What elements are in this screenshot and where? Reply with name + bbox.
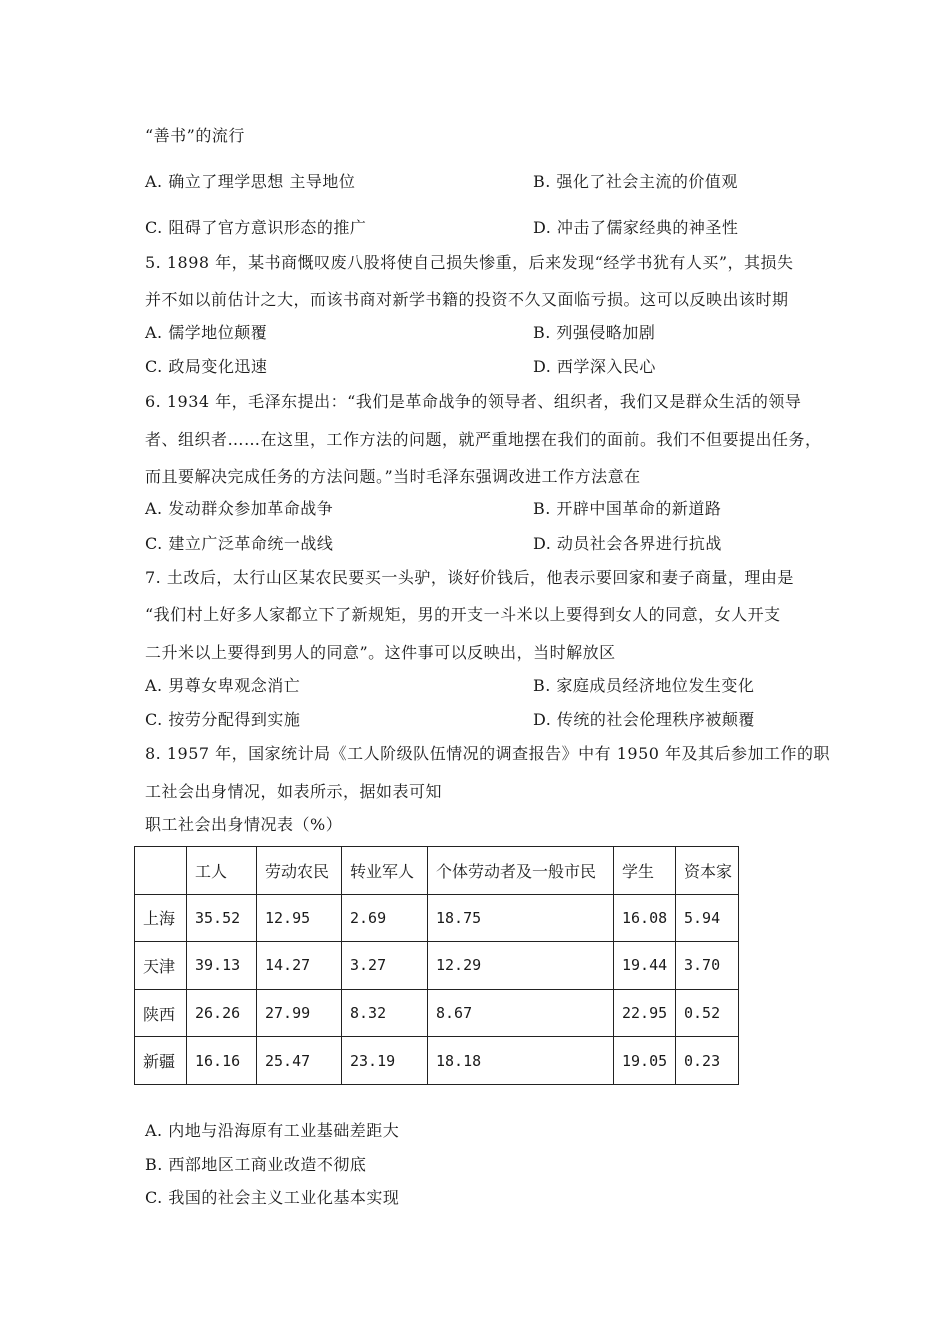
table-header-cell: 资本家 — [676, 847, 739, 895]
q4-option-d[interactable]: D. 冲击了儒家经典的神圣性 — [533, 218, 739, 237]
q8-stem-line-1: 8. 1957 年，国家统计局《工人阶级队伍情况的调查报告》中有 1950 年及其后参加工作的职 — [145, 744, 831, 763]
q7-option-b[interactable]: B. 家庭成员经济地位发生变化 — [533, 676, 755, 695]
table-cell: 39.13 — [187, 942, 257, 990]
table-row — [135, 989, 739, 1037]
table-cell: 3.70 — [676, 942, 739, 990]
table-row — [135, 1037, 739, 1085]
table-cell: 2.69 — [342, 894, 428, 942]
table-cell: 5.94 — [676, 894, 739, 942]
q7-stem-line-3: 二升米以上要得到男人的同意”。这件事可以反映出，当时解放区 — [145, 643, 616, 662]
q8-table-title: 职工社会出身情况表（%） — [145, 815, 343, 834]
q6-stem-line-1: 6. 1934 年，毛泽东提出：“我们是革命战争的领导者、组织者，我们又是群众生活的领导 — [145, 392, 802, 411]
table-cell: 35.52 — [187, 894, 257, 942]
table-header-cell: 学生 — [614, 847, 676, 895]
q5-option-d[interactable]: D. 西学深入民心 — [533, 357, 656, 376]
table-row-label: 陕西 — [135, 989, 187, 1037]
q4-option-b[interactable]: B. 强化了社会主流的价值观 — [533, 172, 738, 191]
table-row — [135, 894, 739, 942]
q5-option-a[interactable]: A. 儒学地位颠覆 — [145, 323, 268, 342]
q8-stem-line-2: 工社会出身情况，如表所示，据如表可知 — [145, 782, 443, 801]
q6-option-a[interactable]: A. 发动群众参加革命战争 — [145, 499, 334, 518]
table-row-label: 天津 — [135, 942, 187, 990]
q8-option-c[interactable]: C. 我国的社会主义工业化基本实现 — [145, 1188, 400, 1207]
table-cell: 16.08 — [614, 894, 676, 942]
q7-option-a[interactable]: A. 男尊女卑观念消亡 — [145, 676, 301, 695]
q6-option-b[interactable]: B. 开辟中国革命的新道路 — [533, 499, 722, 518]
table-row-label: 上海 — [135, 894, 187, 942]
table-cell: 12.29 — [428, 942, 614, 990]
table-cell: 14.27 — [257, 942, 342, 990]
table-cell: 19.05 — [614, 1037, 676, 1085]
table-header-cell: 个体劳动者及一般市民 — [428, 847, 614, 895]
q4-option-a[interactable]: A. 确立了理学思想 主导地位 — [145, 172, 356, 191]
q4-stem-tail: “善书”的流行 — [145, 126, 245, 145]
table-header-row — [135, 847, 739, 895]
table-cell: 0.23 — [676, 1037, 739, 1085]
q5-stem-line-1: 5. 1898 年，某书商慨叹废八股将使自己损失惨重，后来发现“经学书犹有人买”，其损失 — [145, 253, 794, 272]
table-cell: 18.18 — [428, 1037, 614, 1085]
table-cell: 0.52 — [676, 989, 739, 1037]
table-row-label: 新疆 — [135, 1037, 187, 1085]
table-cell: 26.26 — [187, 989, 257, 1037]
table-cell: 25.47 — [257, 1037, 342, 1085]
table-cell: 16.16 — [187, 1037, 257, 1085]
q5-stem-line-2: 并不如以前估计之大，而该书商对新学书籍的投资不久又面临亏损。这可以反映出该时期 — [145, 290, 789, 309]
q6-stem-line-2: 者、组织者……在这里，工作方法的问题，就严重地摆在我们的面前。我们不但要提出任务， — [145, 430, 822, 449]
table-cell: 12.95 — [257, 894, 342, 942]
table-row — [135, 942, 739, 990]
q7-option-d[interactable]: D. 传统的社会伦理秩序被颠覆 — [533, 710, 755, 729]
table-cell: 3.27 — [342, 942, 428, 990]
table-cell: 27.99 — [257, 989, 342, 1037]
survey-table — [134, 846, 739, 1085]
table-cell: 19.44 — [614, 942, 676, 990]
q7-stem-line-2: “我们村上好多人家都立下了新规矩，男的开支一斗米以上要得到女人的同意，女人开支 — [145, 605, 781, 624]
table-cell: 23.19 — [342, 1037, 428, 1085]
q6-stem-line-3: 而且要解决完成任务的方法问题。”当时毛泽东强调改进工作方法意在 — [145, 467, 641, 486]
q5-option-b[interactable]: B. 列强侵略加剧 — [533, 323, 656, 342]
q7-stem-line-1: 7. 土改后，太行山区某农民要买一头驴，谈好价钱后，他表示要回家和妻子商量，理由是 — [145, 568, 794, 587]
table-cell: 22.95 — [614, 989, 676, 1037]
q6-option-c[interactable]: C. 建立广泛革命统一战线 — [145, 534, 334, 553]
table-header-cell: 工人 — [187, 847, 257, 895]
q5-option-c[interactable]: C. 政局变化迅速 — [145, 357, 268, 376]
table-cell: 8.67 — [428, 989, 614, 1037]
table-header-cell: 转业军人 — [342, 847, 428, 895]
table-cell: 18.75 — [428, 894, 614, 942]
table-header-cell — [135, 847, 187, 895]
q7-option-c[interactable]: C. 按劳分配得到实施 — [145, 710, 301, 729]
q4-option-c[interactable]: C. 阻碍了官方意识形态的推广 — [145, 218, 367, 237]
table-header-cell: 劳动农民 — [257, 847, 342, 895]
q6-option-d[interactable]: D. 动员社会各界进行抗战 — [533, 534, 722, 553]
q8-option-b[interactable]: B. 西部地区工商业改造不彻底 — [145, 1155, 367, 1174]
q8-option-a[interactable]: A. 内地与沿海原有工业基础差距大 — [145, 1121, 400, 1140]
table-cell: 8.32 — [342, 989, 428, 1037]
